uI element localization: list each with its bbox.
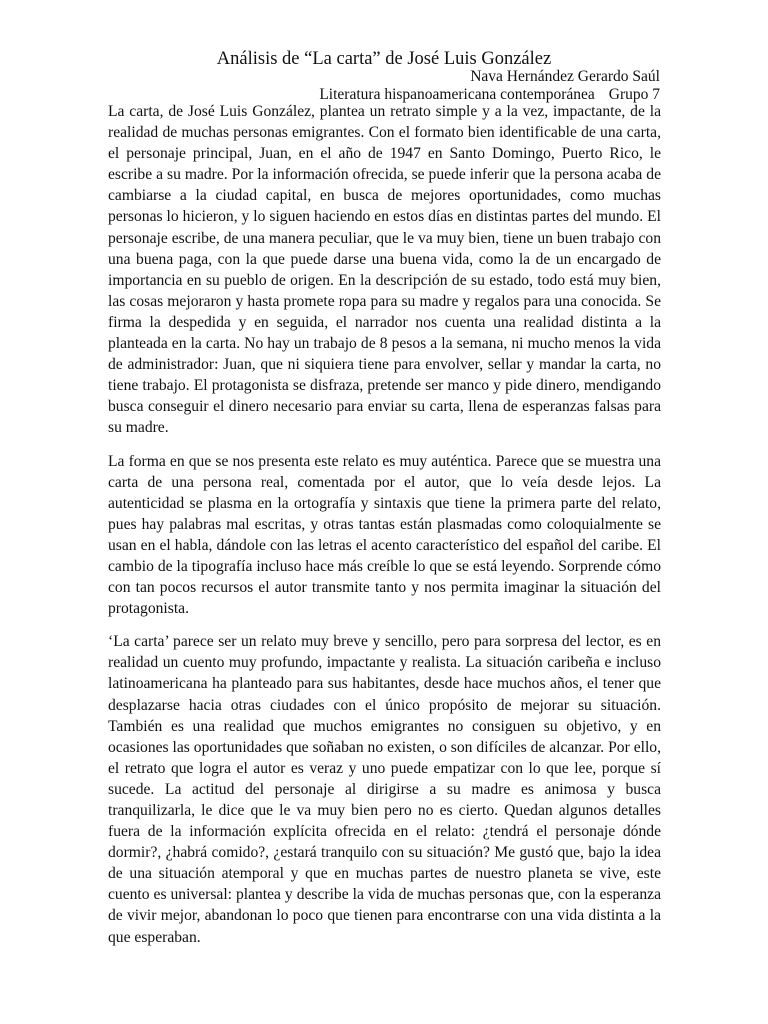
group-label: Grupo 7 [608,86,660,103]
author-name: Nava Hernández Gerardo Saúl [470,68,660,85]
paragraph-2: La forma en que se nos presenta este relato es muy auténtica. Parece que se muestra una carta de una persona real, comentada por el autor, que lo veía desde lejos. La autenticidad se plasma en la ortografía y sintaxis que tiene la primera parte del relato, pues hay palabras mal escritas, y otras tantas están plasmadas como coloquialmente se usan en el habla, dándole con las letras el acento característico del español del caribe. El cambio de la tipografía incluso hace más creíble lo que se está leyendo. Sorprende cómo con tan pocos recursos el autor transmite tanto y nos permita imaginar la situación del protagonista. [108,452,661,618]
course-name: Literatura hispanoamericana contemporánea [319,86,595,103]
paragraph-3: ‘La carta’ parece ser un relato muy breve y sencillo, pero para sorpresa del lector, es en realidad un cuento muy profundo, impactante y realista. La situación caribeña e incluso latinoamericana ha planteado para sus habitantes, desde hace muchos años, el tener que desplazarse hacia otras ciudades con el único propósito de mejorar su situación. También es una realidad que muchos emigrantes no consiguen su objetivo, y en ocasiones las oportunidades que soñaban no existen, o son difíciles de alcanzar. Por ello, el retrato que logra el autor es veraz y uno puede empatizar con lo que lee, porque sí sucede. La actitud del personaje al dirigirse a su madre es animosa y busca tranquilizarla, le dice que le va muy bien pero no es cierto. Quedan algunos detalles fuera de la información explícita ofrecida en el relato: ¿tendrá el personaje dónde dormir?, ¿habrá comido?, ¿estará tranquilo con su situación? Me gustó que, bajo la idea de una situación atemporal y que en muchas partes de nuestro planeta se vive, este cuento es universal: plantea y describe la vida de muchas personas que, con la esperanza de vivir mejor, abandonan lo poco que tienen para encontrarse con una vida distinta a la que esperaban. [108,633,661,946]
document-title: Análisis de “La carta” de José Luis González [216,49,552,69]
body-text [108,101,661,960]
paragraph-1: La carta, de José Luis González, plantea un retrato simple y a la vez, impactante, de la realidad de muchas personas emigrantes. Con el formato bien identificable de una carta, el personaje principal, Juan, en el año de 1947 en Santo Domingo, Puerto Rico, le escribe a su madre. Por la información ofrecida, se puede inferir que la persona acaba de cambiarse a la ciudad capital, en busca de mejores oportunidades, como muchas personas lo hicieron, y lo siguen haciendo en estos días en distintas partes del mundo. El personaje escribe, de una manera peculiar, que le va muy bien, tiene un buen trabajo con una buena paga, con la que puede darse una buena vida, como la de un encargado de importancia en su pueblo de origen. En la descripción de su estado, todo está muy bien, las cosas mejoraron y hasta promete ropa para su madre y regalos para una conocida. Se firma la despedida y en seguida, el narrador nos cuenta una realidad distinta a la planteada en la carta. No hay un trabajo de 8 pesos a la semana, ni mucho menos la vida de administrador: Juan, que ni siquiera tiene para envolver, sellar y mandar la carta, no tiene trabajo. El protagonista se disfraza, pretende ser manco y pide dinero, mendigando busca conseguir el dinero necesario para enviar su carta, llena de esperanzas falsas para su madre. [108,103,661,437]
